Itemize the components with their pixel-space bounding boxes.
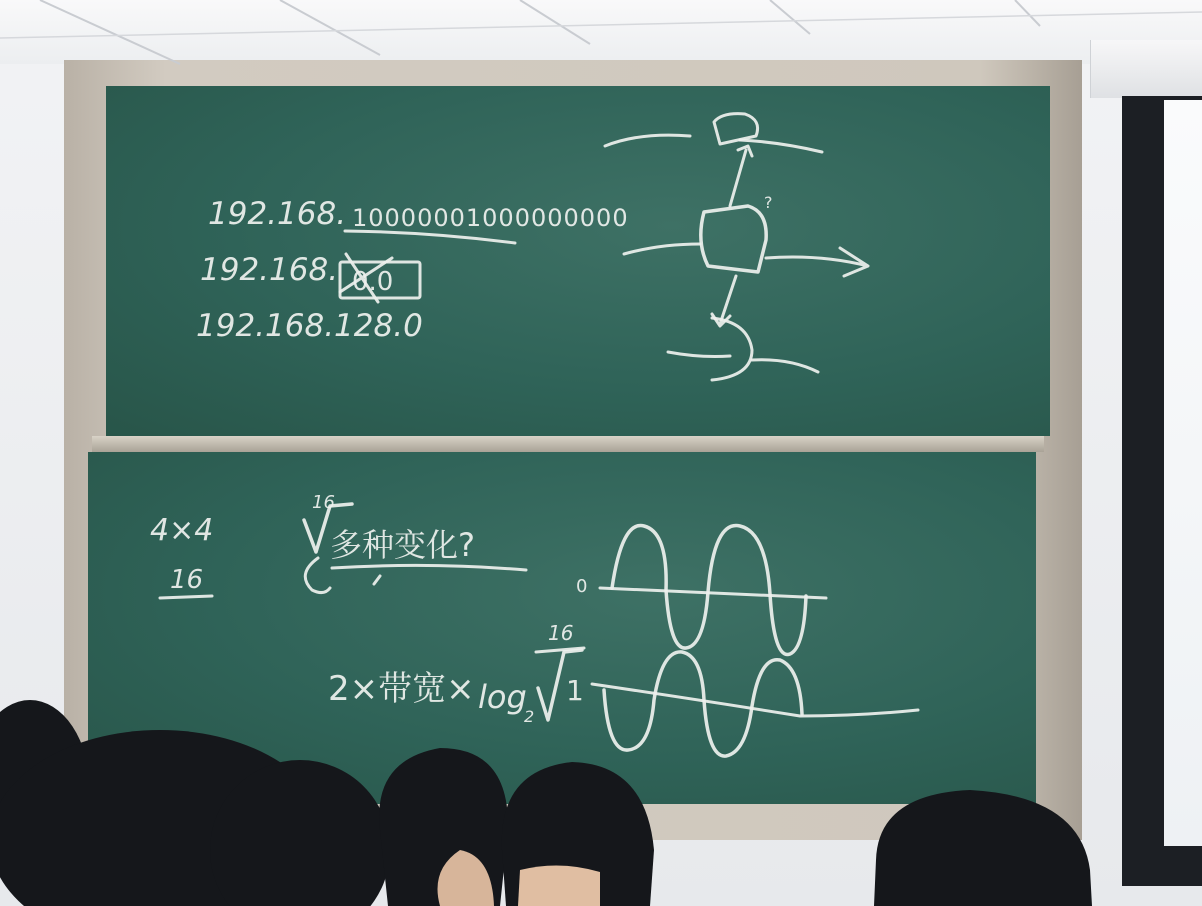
- ip-line-2-prefix: 192.168.: [200, 252, 339, 288]
- students-foreground: [0, 700, 1092, 906]
- diagram-arrow-right: [766, 248, 868, 276]
- formula-log-base: 2: [524, 707, 535, 726]
- binary-underline: [345, 231, 515, 243]
- ip-line-1-prefix: 192.168.: [208, 196, 347, 232]
- upper-wave-axis: [600, 588, 826, 598]
- formula-root-index: 16: [548, 621, 574, 645]
- lower-wave-curve: [604, 652, 802, 756]
- formula-log: log: [478, 678, 527, 716]
- diagram-line-top-left: [605, 135, 690, 146]
- left-result: 16: [170, 565, 204, 595]
- student-neck-skin: [518, 865, 600, 906]
- ceiling-grid-lines: [0, 0, 1202, 64]
- left-expression: 4×4: [150, 513, 214, 548]
- wave-origin-label: 0: [576, 576, 588, 597]
- diagram-line-left: [624, 244, 700, 254]
- left-result-underline: [160, 596, 212, 598]
- question-underline: [332, 565, 526, 570]
- formula-prefix: 2×带宽×: [328, 669, 475, 709]
- formula-radicand: 1: [566, 674, 584, 707]
- variation-question: 多种变化?: [330, 526, 475, 564]
- ip-line-3: 192.168.128.0: [196, 308, 423, 344]
- diagram-router-box: [701, 206, 766, 272]
- ip-line-1-binary: 10000001000000000: [352, 204, 629, 232]
- router-network-diagram: [605, 114, 868, 380]
- ip-line-2-boxed-octets: 0.0: [352, 267, 394, 297]
- diagram-bottom-node: [712, 318, 752, 380]
- diagram-line-top-right: [740, 140, 822, 152]
- diagram-question-mark: ?: [764, 193, 773, 212]
- student-head-right: [874, 790, 1092, 906]
- diagram-arrow-up: [730, 146, 752, 206]
- root-index: 16: [312, 492, 335, 513]
